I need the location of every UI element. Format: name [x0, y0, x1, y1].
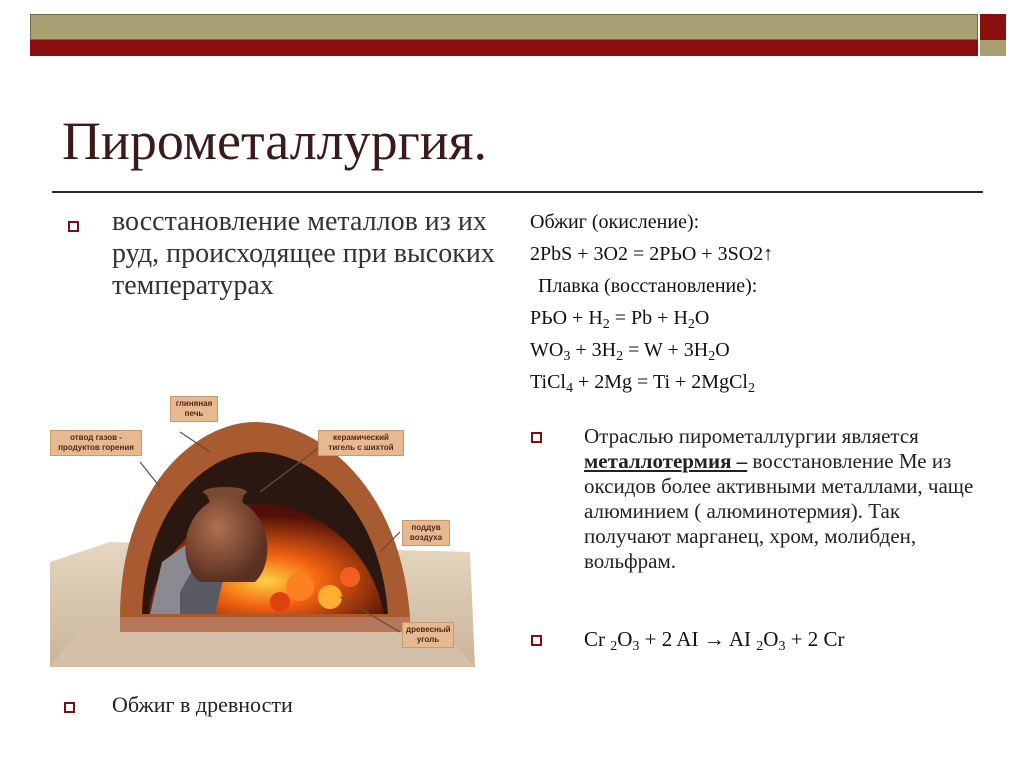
- header-band-red: [30, 40, 978, 56]
- slide-title: Пирометаллургия.: [62, 111, 487, 171]
- corner-square-olive: [980, 40, 1006, 56]
- bullet-square-icon: [531, 432, 542, 443]
- aluminothermy-equation: Cr $_2O_3 + 2$ AI → AI $_2O_3 + 2$ Cr: [584, 627, 845, 654]
- smelting-label: Плавка (восстановление):: [538, 275, 758, 297]
- corner-square-red: [980, 14, 1006, 40]
- label-crucible: керамический тигель с шихтой: [318, 430, 404, 456]
- metallothermy-term: металлотермия –: [584, 449, 748, 473]
- equation-ticl4: TiCl$_4$ + 2Mg = Ti + 2MgCl$_2$: [530, 371, 755, 396]
- equation-wo3: $WO_3 + 3H_2 = W + 3H_2O$: [530, 339, 730, 364]
- equation-pbo: PЬO + $H_2 = Pb + H_2O$: [530, 307, 710, 332]
- bullet-square-icon: [64, 702, 75, 713]
- label-charcoal: древесный уголь: [402, 622, 454, 648]
- reaction-equations: [530, 206, 990, 398]
- definition-text: восстановление металлов из их руд, происходящее при высоких температурах: [112, 206, 495, 301]
- roasting-equation: 2PbS + 3O2 = 2PЬO + 3SO2↑: [530, 243, 774, 265]
- illustration-caption: Обжиг в древности: [112, 692, 293, 717]
- label-clay-oven: глиняная печь: [170, 396, 218, 422]
- label-air-supply: поддув воздуха: [402, 520, 450, 546]
- title-divider: [52, 191, 983, 193]
- bullet-square-icon: [531, 635, 542, 646]
- header-band-olive: [30, 14, 978, 40]
- roasting-label: Обжиг (окисление):: [530, 211, 700, 233]
- ancient-furnace-illustration: [50, 392, 475, 667]
- label-gas-outlet: отвод газов - продуктов горения: [50, 430, 142, 456]
- bullet-square-icon: [68, 221, 79, 232]
- metallothermy-paragraph: Отраслью пирометаллургии является металлотермия – восстановление Ме из оксидов более активными металлами, чаще алюминием ( алюминотермия). Так получают марганец, хром, молибден, вольфрам.: [584, 424, 974, 573]
